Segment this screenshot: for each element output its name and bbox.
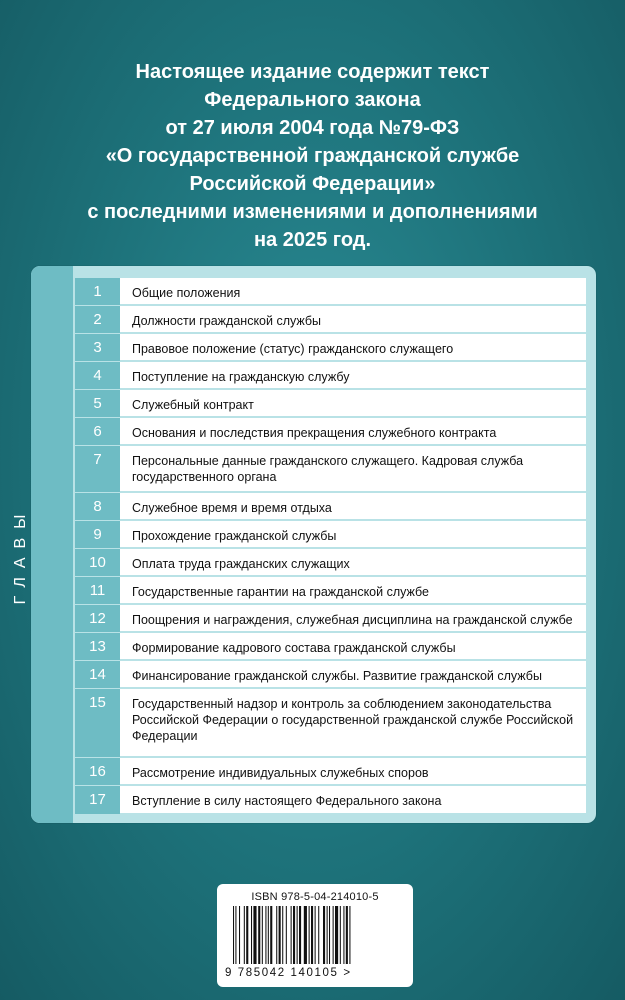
barcode-bar: [349, 906, 350, 964]
intro-line-6: с последними изменениями и дополнениями: [87, 201, 538, 223]
chapter-title: Оплата труда гражданских служащих: [120, 549, 586, 577]
chapters-side-strip: [31, 266, 73, 823]
barcode-bar: [246, 906, 248, 964]
chapter-row: [75, 689, 586, 758]
chapter-title: Поступление на гражданскую службу: [120, 362, 586, 390]
intro-line-4: «О государственной гражданской службе: [105, 145, 520, 167]
intro-line-2: Федерального закона: [204, 89, 421, 111]
chapters-list: [75, 278, 586, 823]
barcode-bar: [268, 906, 269, 964]
chapter-title: Государственный надзор и контроль за соблюдением законодательства Российской Федерации о государственной гражданской службе Российской Федерации: [120, 689, 586, 758]
chapter-number: 8: [75, 493, 120, 521]
chapter-title: Правовое положение (статус) гражданского служащего: [120, 334, 586, 362]
chapter-number: 2: [75, 306, 120, 334]
chapter-number: 12: [75, 605, 120, 633]
barcode-bar: [343, 906, 344, 964]
chapter-row: [75, 577, 586, 605]
barcode-bar: [282, 906, 283, 964]
chapter-title: Рассмотрение индивидуальных служебных споров: [120, 758, 586, 786]
chapter-title: Формирование кадрового состава гражданской службы: [120, 633, 586, 661]
chapter-number: 14: [75, 661, 120, 689]
chapter-number: 7: [75, 446, 120, 493]
barcode-block: [217, 884, 413, 987]
barcode-bar: [335, 906, 338, 964]
barcode-bar: [258, 906, 260, 964]
chapter-row: [75, 446, 586, 493]
chapter-row: [75, 633, 586, 661]
chapter-number: 15: [75, 689, 120, 758]
chapter-row: [75, 521, 586, 549]
chapter-row: [75, 549, 586, 577]
chapter-title: Служебное время и время отдыха: [120, 493, 586, 521]
barcode-bar: [279, 906, 281, 964]
intro-line-1: Настоящее издание содержит текст: [135, 61, 490, 83]
chapter-number: 3: [75, 334, 120, 362]
chapter-number: 6: [75, 418, 120, 446]
barcode-bar: [293, 906, 295, 964]
chapter-number: 11: [75, 577, 120, 605]
chapter-row: [75, 661, 586, 689]
chapter-title: Основания и последствия прекращения служебного контракта: [120, 418, 586, 446]
chapter-title: Финансирование гражданской службы. Развитие гражданской службы: [120, 661, 586, 689]
chapter-title: Служебный контракт: [120, 390, 586, 418]
barcode-bar: [276, 906, 277, 964]
barcode-bar: [346, 906, 348, 964]
chapter-title: Должности гражданской службы: [120, 306, 586, 334]
ean-text: 9 785042 140105 >: [225, 967, 352, 979]
intro-line-7: на 2025 год.: [253, 229, 372, 251]
barcode-bar: [297, 906, 298, 964]
barcode-bars: [231, 906, 399, 964]
barcode-bar: [265, 906, 266, 964]
chapter-number: 13: [75, 633, 120, 661]
chapter-row: [75, 493, 586, 521]
barcode-bar: [323, 906, 325, 964]
barcode-bar: [233, 906, 234, 964]
chapter-title: Вступление в силу настоящего Федерального закона: [120, 786, 586, 815]
intro-line-3: от 27 июля 2004 года №79-ФЗ: [165, 117, 460, 139]
barcode-bar: [309, 906, 310, 964]
chapter-title: Прохождение гражданской службы: [120, 521, 586, 549]
chapter-number: 16: [75, 758, 120, 786]
chapter-number: 1: [75, 278, 120, 306]
barcode-bar: [235, 906, 236, 964]
chapters-side-label: ГЛАВЫ: [12, 505, 29, 605]
isbn-text: ISBN 978-5-04-214010-5: [251, 891, 379, 903]
intro-text: [0, 58, 625, 254]
barcode-bar: [327, 906, 328, 964]
chapter-number: 5: [75, 390, 120, 418]
chapter-number: 17: [75, 786, 120, 815]
barcode-bar: [262, 906, 263, 964]
chapter-row: [75, 758, 586, 786]
intro-line-5: Российской Федерации»: [189, 173, 436, 195]
chapter-number: 4: [75, 362, 120, 390]
chapter-title: Поощрения и награждения, служебная дисциплина на гражданской службе: [120, 605, 586, 633]
chapter-title: Общие положения: [120, 278, 586, 306]
barcode-bar: [299, 906, 301, 964]
barcode-bar: [311, 906, 313, 964]
barcode-bar: [333, 906, 334, 964]
barcode-bar: [239, 906, 240, 964]
chapter-row: [75, 278, 586, 306]
chapter-row: [75, 418, 586, 446]
chapter-row: [75, 605, 586, 633]
barcode-bar: [318, 906, 319, 964]
chapter-title: Государственные гарантии на гражданской службе: [120, 577, 586, 605]
chapter-title: Персональные данные гражданского служащего. Кадровая служба государственного органа: [120, 446, 586, 493]
barcode-bar: [291, 906, 292, 964]
chapter-row: [75, 306, 586, 334]
chapter-number: 10: [75, 549, 120, 577]
barcode-bar: [329, 906, 330, 964]
chapter-row: [75, 390, 586, 418]
barcode-bar: [251, 906, 252, 964]
barcode-bar: [340, 906, 341, 964]
chapter-row: [75, 786, 586, 815]
chapter-row: [75, 334, 586, 362]
barcode-bar: [315, 906, 316, 964]
barcode-bar: [244, 906, 245, 964]
chapter-number: 9: [75, 521, 120, 549]
barcode-bar: [253, 906, 256, 964]
barcode-bar: [286, 906, 287, 964]
barcode-bar: [304, 906, 307, 964]
chapter-row: [75, 362, 586, 390]
barcode-bar: [270, 906, 272, 964]
